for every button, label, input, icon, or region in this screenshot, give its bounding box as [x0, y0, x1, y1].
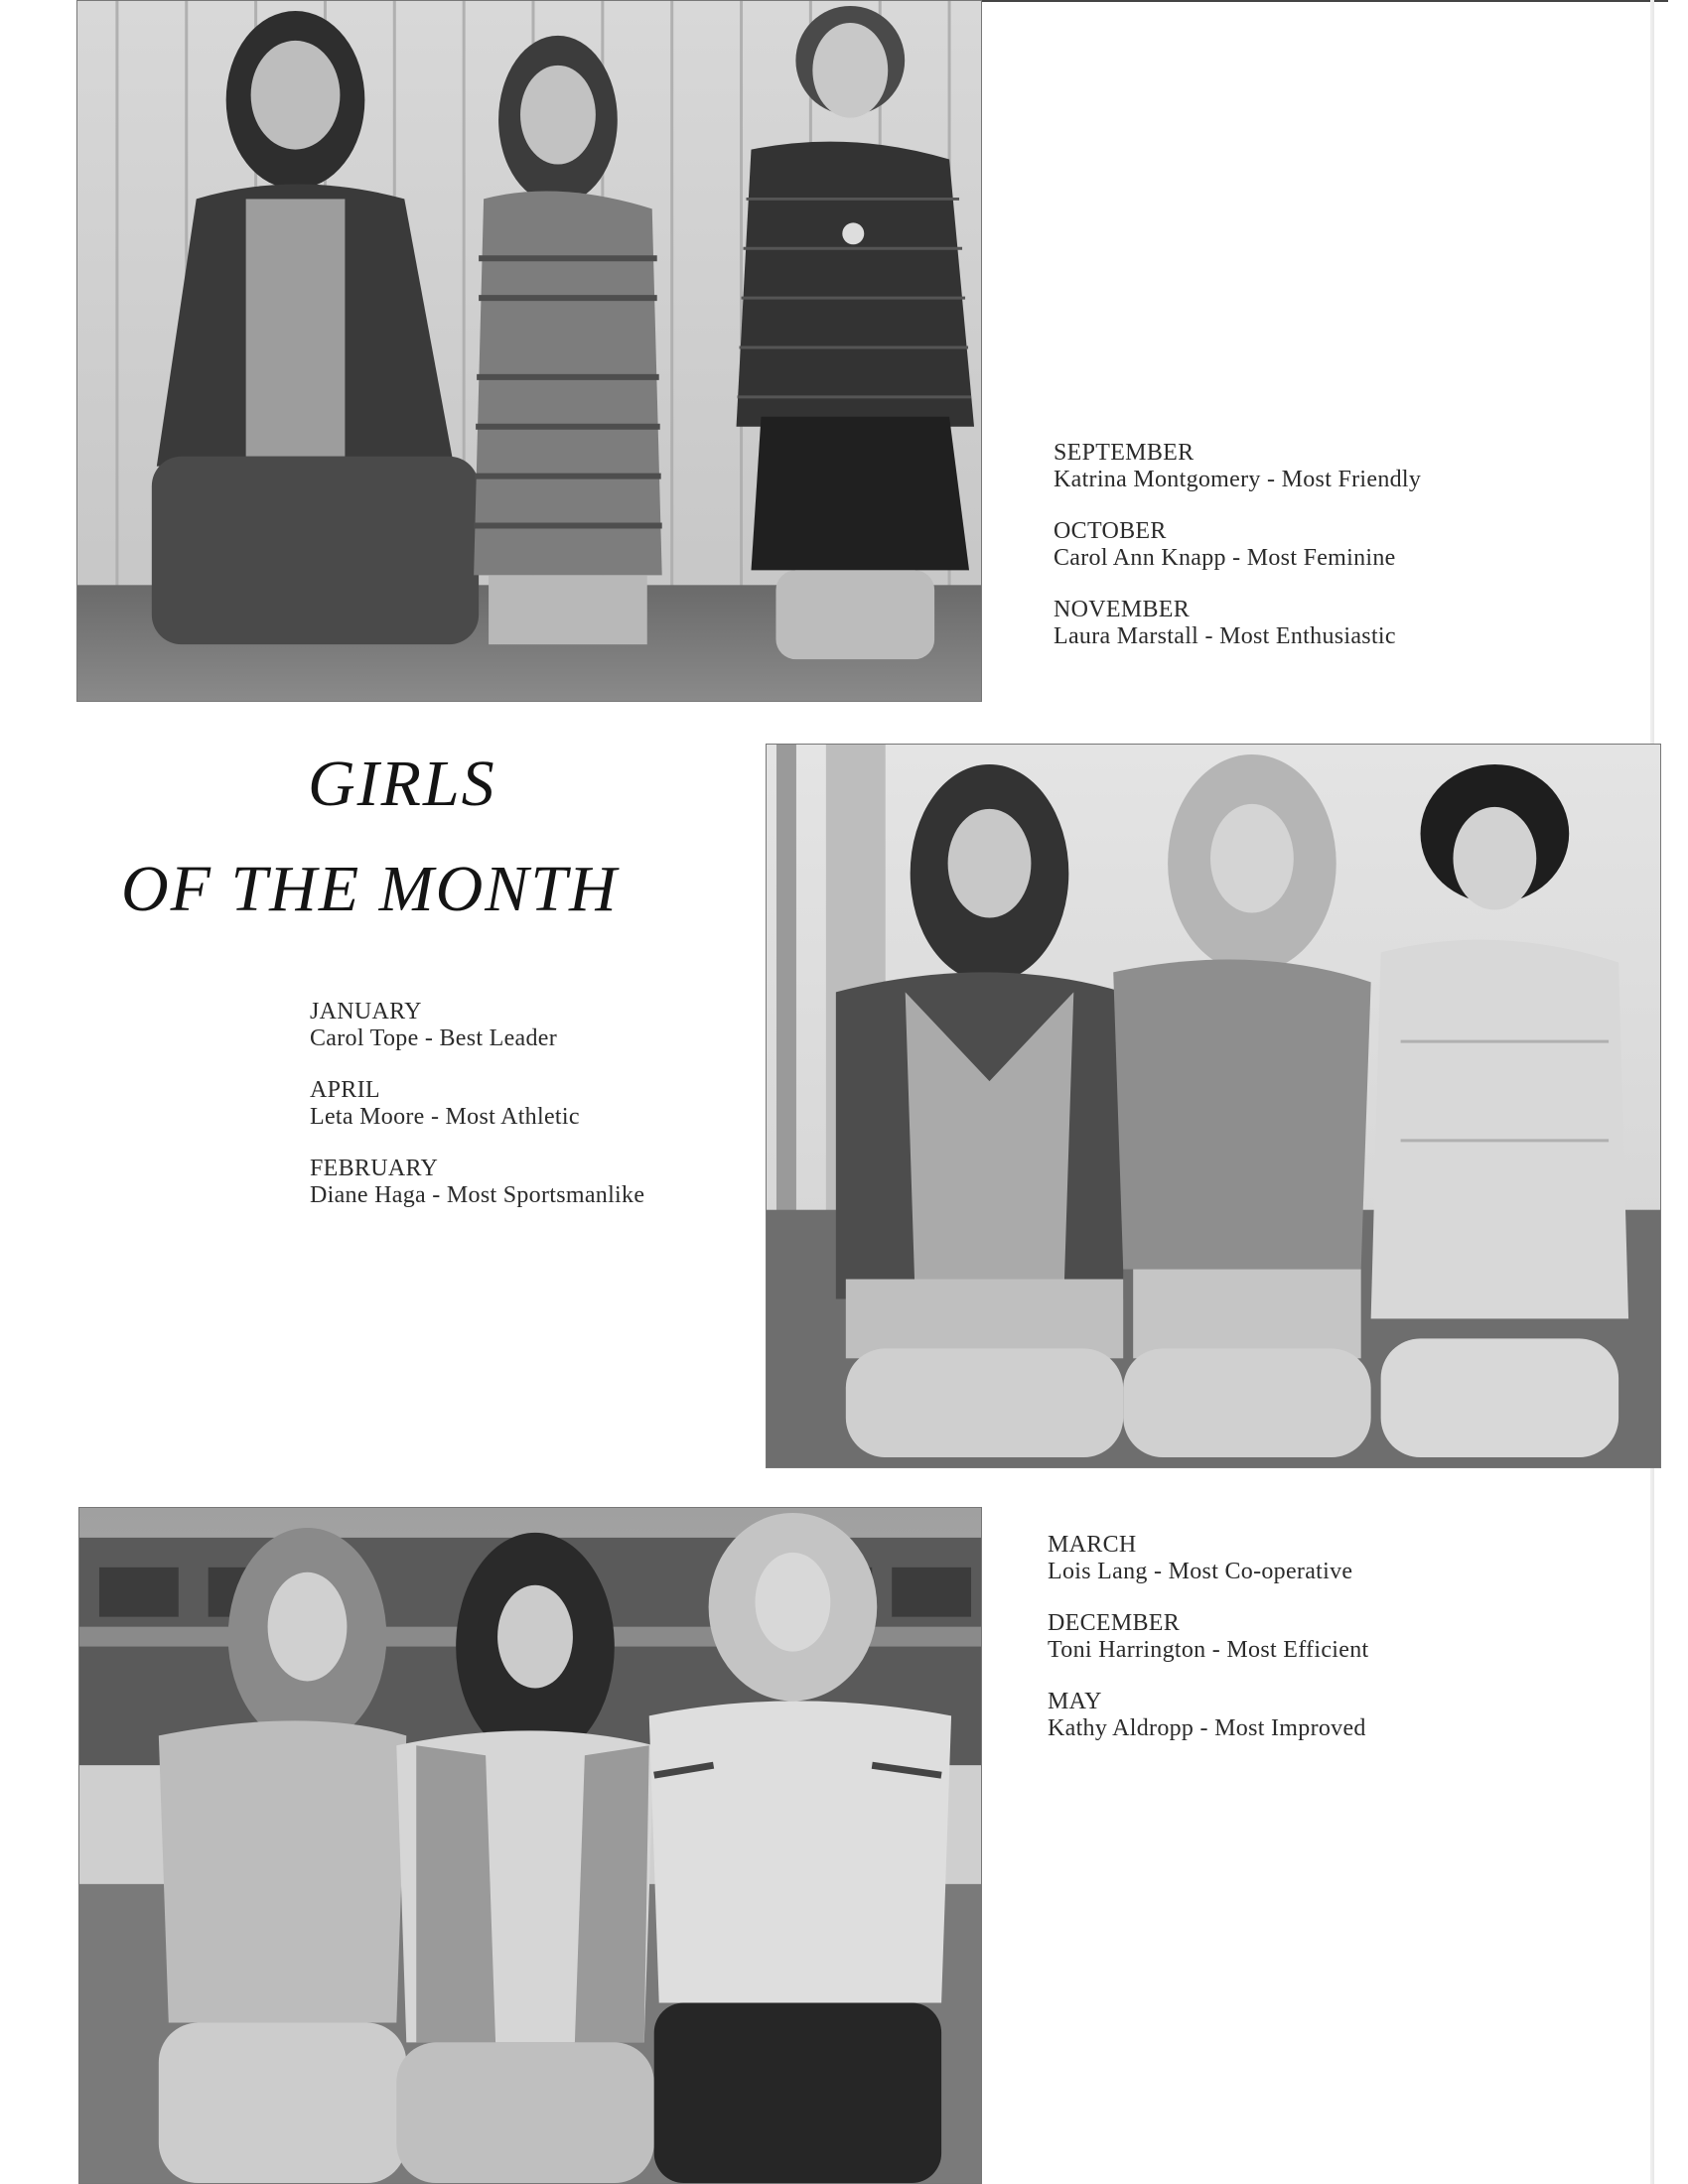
caption-name-line: [310, 1104, 644, 1131]
caption-award: Best Leader: [439, 1025, 558, 1051]
caption-entry: [1054, 518, 1421, 572]
captions-bottom: [1048, 1532, 1368, 1767]
caption-name: Laura Marstall: [1054, 623, 1199, 649]
caption-award: Most Sportsmanlike: [446, 1182, 645, 1208]
caption-separator: -: [432, 1182, 441, 1208]
caption-entry: [310, 1077, 644, 1131]
caption-month: FEBRUARY: [310, 1156, 439, 1181]
caption-month: OCTOBER: [1054, 518, 1167, 544]
captions-middle: [310, 999, 644, 1234]
caption-name: Carol Tope: [310, 1025, 419, 1051]
page-title-line-1: GIRLS: [308, 748, 496, 820]
caption-entry: [1048, 1532, 1368, 1585]
caption-name-line: [1048, 1559, 1368, 1585]
caption-name: Kathy Aldropp: [1048, 1715, 1195, 1741]
photo-top: [76, 0, 982, 702]
caption-separator: -: [1154, 1559, 1163, 1584]
caption-separator: -: [1267, 467, 1276, 492]
caption-month: NOVEMBER: [1054, 597, 1191, 622]
caption-award: Most Enthusiastic: [1219, 623, 1396, 649]
caption-month: MARCH: [1048, 1532, 1137, 1558]
caption-separator: -: [1204, 623, 1213, 649]
caption-name-line: [1054, 545, 1421, 572]
captions-top: [1054, 440, 1421, 675]
caption-name-line: [310, 1025, 644, 1052]
caption-month: MAY: [1048, 1689, 1102, 1714]
caption-month: SEPTEMBER: [1054, 440, 1195, 466]
caption-award: Most Feminine: [1246, 545, 1396, 571]
caption-award: Most Efficient: [1226, 1637, 1369, 1663]
caption-separator: -: [430, 1104, 440, 1130]
caption-entry: [1048, 1689, 1368, 1742]
caption-entry: [1054, 597, 1421, 650]
caption-award: Most Friendly: [1281, 467, 1422, 492]
photo-bottom: [78, 1507, 982, 2184]
top-rule: [978, 0, 1668, 2]
caption-name: Toni Harrington: [1048, 1637, 1206, 1663]
caption-name-line: [310, 1182, 644, 1209]
caption-entry: [310, 999, 644, 1052]
caption-entry: [310, 1156, 644, 1209]
caption-entry: [1054, 440, 1421, 493]
caption-award: Most Athletic: [445, 1104, 580, 1130]
caption-name-line: [1048, 1715, 1368, 1742]
caption-separator: -: [1232, 545, 1241, 571]
caption-month: DECEMBER: [1048, 1610, 1181, 1636]
caption-name: Leta Moore: [310, 1104, 425, 1130]
caption-name: Diane Haga: [310, 1182, 426, 1208]
photo-middle-image: [767, 745, 1660, 1467]
page-title-line-2: OF THE MONTH: [121, 853, 619, 925]
caption-name: Carol Ann Knapp: [1054, 545, 1226, 571]
photo-top-image: [77, 1, 981, 701]
caption-award: Most Improved: [1214, 1715, 1366, 1741]
caption-name-line: [1054, 467, 1421, 493]
caption-name: Lois Lang: [1048, 1559, 1148, 1584]
caption-separator: -: [424, 1025, 434, 1051]
caption-separator: -: [1199, 1715, 1208, 1741]
caption-entry: [1048, 1610, 1368, 1664]
photo-middle: [766, 744, 1661, 1468]
caption-name-line: [1054, 623, 1421, 650]
caption-separator: -: [1211, 1637, 1221, 1663]
caption-name-line: [1048, 1637, 1368, 1664]
photo-bottom-image: [79, 1508, 981, 2183]
caption-month: JANUARY: [310, 999, 422, 1024]
caption-name: Katrina Montgomery: [1054, 467, 1261, 492]
caption-month: APRIL: [310, 1077, 380, 1103]
caption-award: Most Co-operative: [1168, 1559, 1353, 1584]
